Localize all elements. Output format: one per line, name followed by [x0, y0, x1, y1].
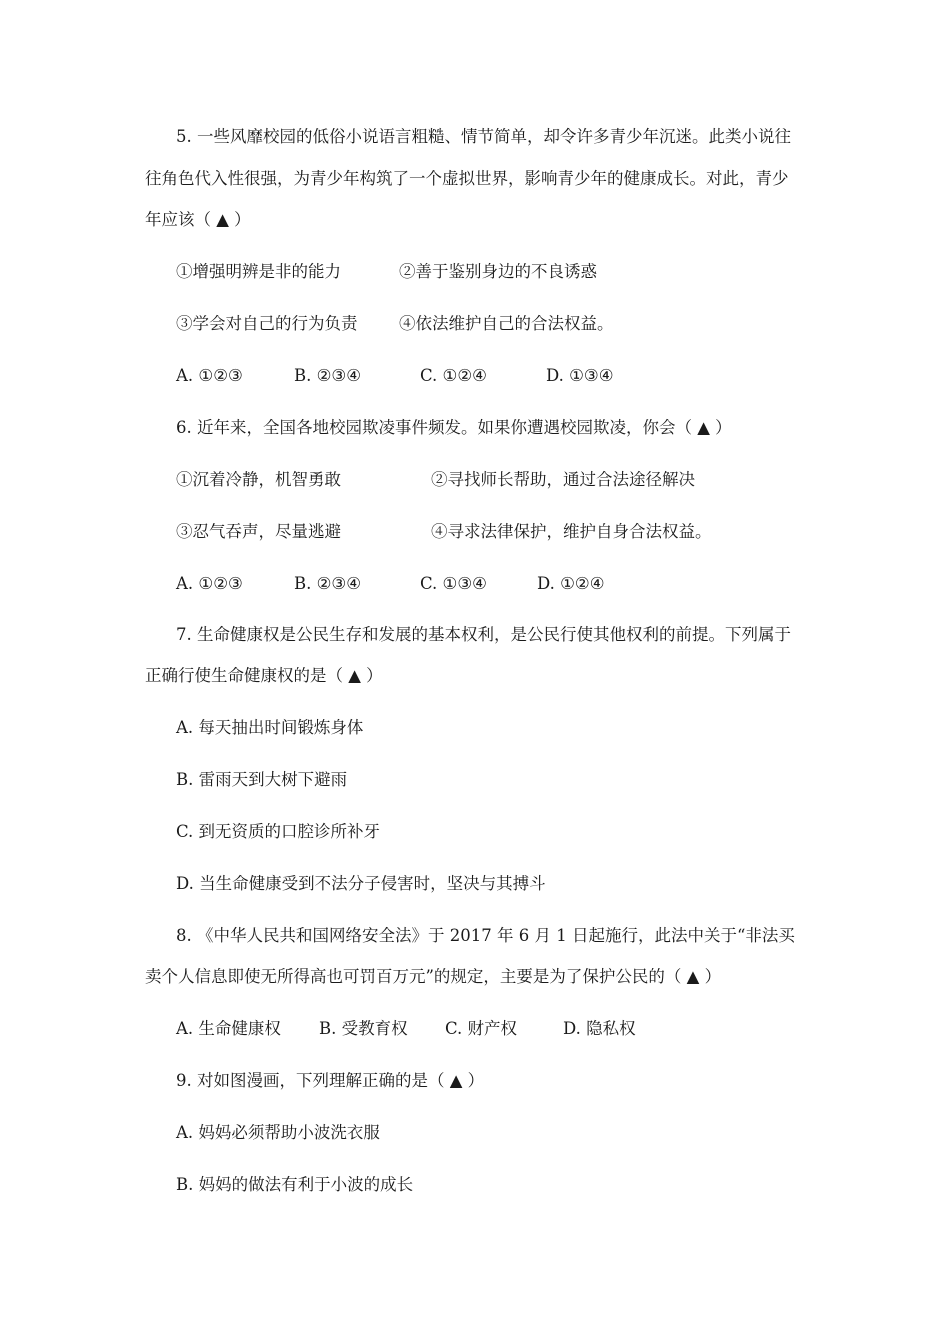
q7-option-a: A. 每天抽出时间锻炼身体 — [176, 718, 364, 737]
q6-statement-4: ④寻求法律保护，维护自身合法权益。 — [431, 522, 712, 541]
q7-option-c: C. 到无资质的口腔诊所补牙 — [176, 822, 381, 841]
q5-statement-1: ①增强明辨是非的能力 — [176, 262, 341, 281]
q6-option-a: A. ①②③ — [176, 574, 243, 593]
q7-option-d: D. 当生命健康受到不法分子侵害时，坚决与其搏斗 — [176, 874, 546, 893]
q6-statement-1: ①沉着冷静，机智勇敢 — [176, 470, 341, 489]
q8-stem-line-2: 卖个人信息即使无所得高也可罚百万元”的规定，主要是为了保护公民的（ ▲ ） — [145, 967, 722, 986]
q6-stem-line-1: 6. 近年来，全国各地校园欺凌事件频发。如果你遭遇校园欺凌，你会（ ▲ ） — [176, 418, 732, 437]
q6-option-b: B. ②③④ — [294, 574, 361, 593]
q5-statement-3: ③学会对自己的行为负责 — [176, 314, 358, 333]
q6-option-d: D. ①②④ — [537, 574, 605, 593]
q9-stem-line-1: 9. 对如图漫画，下列理解正确的是（ ▲ ） — [176, 1071, 485, 1090]
q6-option-c: C. ①③④ — [420, 574, 487, 593]
q6-statement-3: ③忍气吞声，尽量逃避 — [176, 522, 341, 541]
q5-stem-line-1: 5. 一些风靡校园的低俗小说语言粗糙、情节简单，却令许多青少年沉迷。此类小说往 — [176, 127, 791, 146]
q5-option-c: C. ①②④ — [420, 366, 487, 385]
q5-option-a: A. ①②③ — [176, 366, 243, 385]
q9-option-b: B. 妈妈的做法有利于小波的成长 — [176, 1175, 414, 1194]
q8-option-d: D. 隐私权 — [563, 1019, 636, 1038]
q7-stem-line-1: 7. 生命健康权是公民生存和发展的基本权利，是公民行使其他权利的前提。下列属于 — [176, 625, 791, 644]
q8-option-c: C. 财产权 — [445, 1019, 518, 1038]
q5-stem-line-2: 往角色代入性很强，为青少年构筑了一个虚拟世界，影响青少年的健康成长。对此，青少 — [145, 169, 789, 188]
q8-option-b: B. 受教育权 — [319, 1019, 408, 1038]
q5-option-b: B. ②③④ — [294, 366, 361, 385]
q8-stem-line-1: 8. 《中华人民共和国网络安全法》于 2017 年 6 月 1 日起施行，此法中关于“非法买 — [176, 926, 795, 945]
q7-option-b: B. 雷雨天到大树下避雨 — [176, 770, 348, 789]
q5-stem-line-3: 年应该（ ▲ ） — [145, 210, 251, 229]
q7-stem-line-2: 正确行使生命健康权的是（ ▲ ） — [145, 666, 383, 685]
q6-statement-2: ②寻找师长帮助，通过合法途径解决 — [431, 470, 695, 489]
q8-option-a: A. 生命健康权 — [176, 1019, 281, 1038]
q5-statement-4: ④依法维护自己的合法权益。 — [399, 314, 614, 333]
q5-statement-2: ②善于鉴别身边的不良诱惑 — [399, 262, 597, 281]
q5-option-d: D. ①③④ — [546, 366, 614, 385]
q9-option-a: A. 妈妈必须帮助小波洗衣服 — [176, 1123, 380, 1142]
